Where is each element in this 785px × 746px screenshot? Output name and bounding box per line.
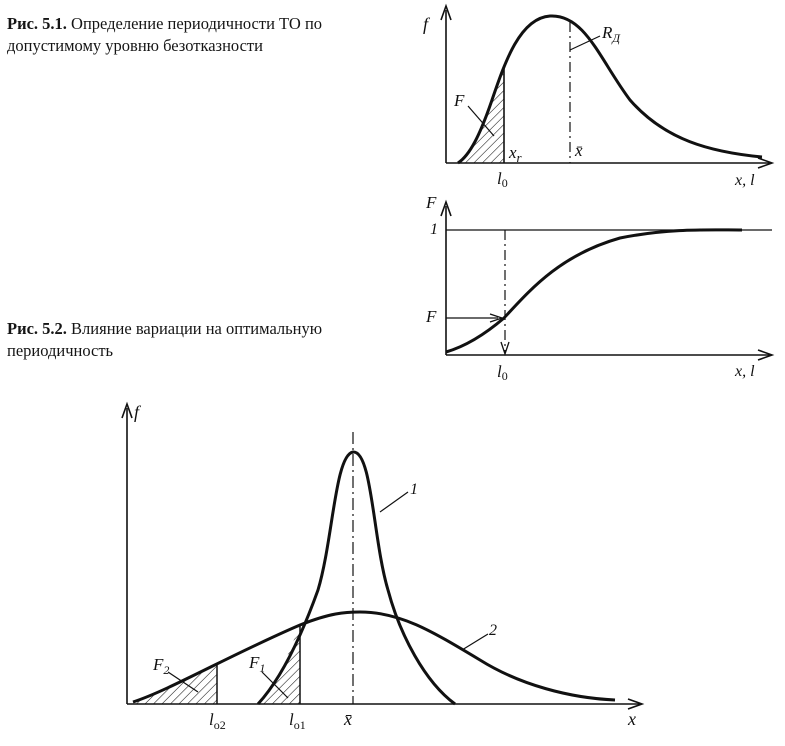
y-axis-label-f: f <box>423 14 429 34</box>
figure-5-1-text: Определение периодичности ТО по допустимому уровню безотказности <box>7 14 323 55</box>
figure-5-2-number: Рис. 5.2. <box>7 319 67 338</box>
figure-5-1-number: Рис. 5.1. <box>7 14 67 33</box>
label-xr: $x_r$ <box>509 143 522 165</box>
label-l0-bottom: l0 <box>497 362 508 383</box>
label-curve-1: 1 <box>410 481 418 498</box>
label-lo1: $l_{o1}$ <box>289 710 306 732</box>
label-F-level: F <box>426 307 437 326</box>
curve-2-leader <box>462 634 488 650</box>
label-mean-top: x̄ <box>575 141 583 160</box>
y-axis-label-F: F <box>426 193 437 212</box>
label-F: F <box>454 91 465 110</box>
label-RD: $R_Д$ <box>602 23 621 45</box>
x-axis-label-x-fig2: x <box>628 709 636 729</box>
label-curve-2: 2 <box>489 622 497 639</box>
curve-1-leader <box>380 492 408 512</box>
figure-5-2-text: Влияние вариации на оптимальную периодичность <box>7 319 323 360</box>
label-lo2: $l_{o2}$ <box>209 710 226 732</box>
label-l0-top: l0 <box>497 169 508 190</box>
label-one: 1 <box>430 221 438 238</box>
label-F2: $F_2$ <box>153 655 170 677</box>
x-axis-label-xl-bottom: x, l <box>735 363 755 380</box>
label-F1: $F_1$ <box>249 653 266 675</box>
y-axis-label-f-fig2: f <box>134 402 140 422</box>
x-axis-label-xl: x, l <box>735 172 755 189</box>
label-mean-fig2: x̄ <box>344 709 352 729</box>
